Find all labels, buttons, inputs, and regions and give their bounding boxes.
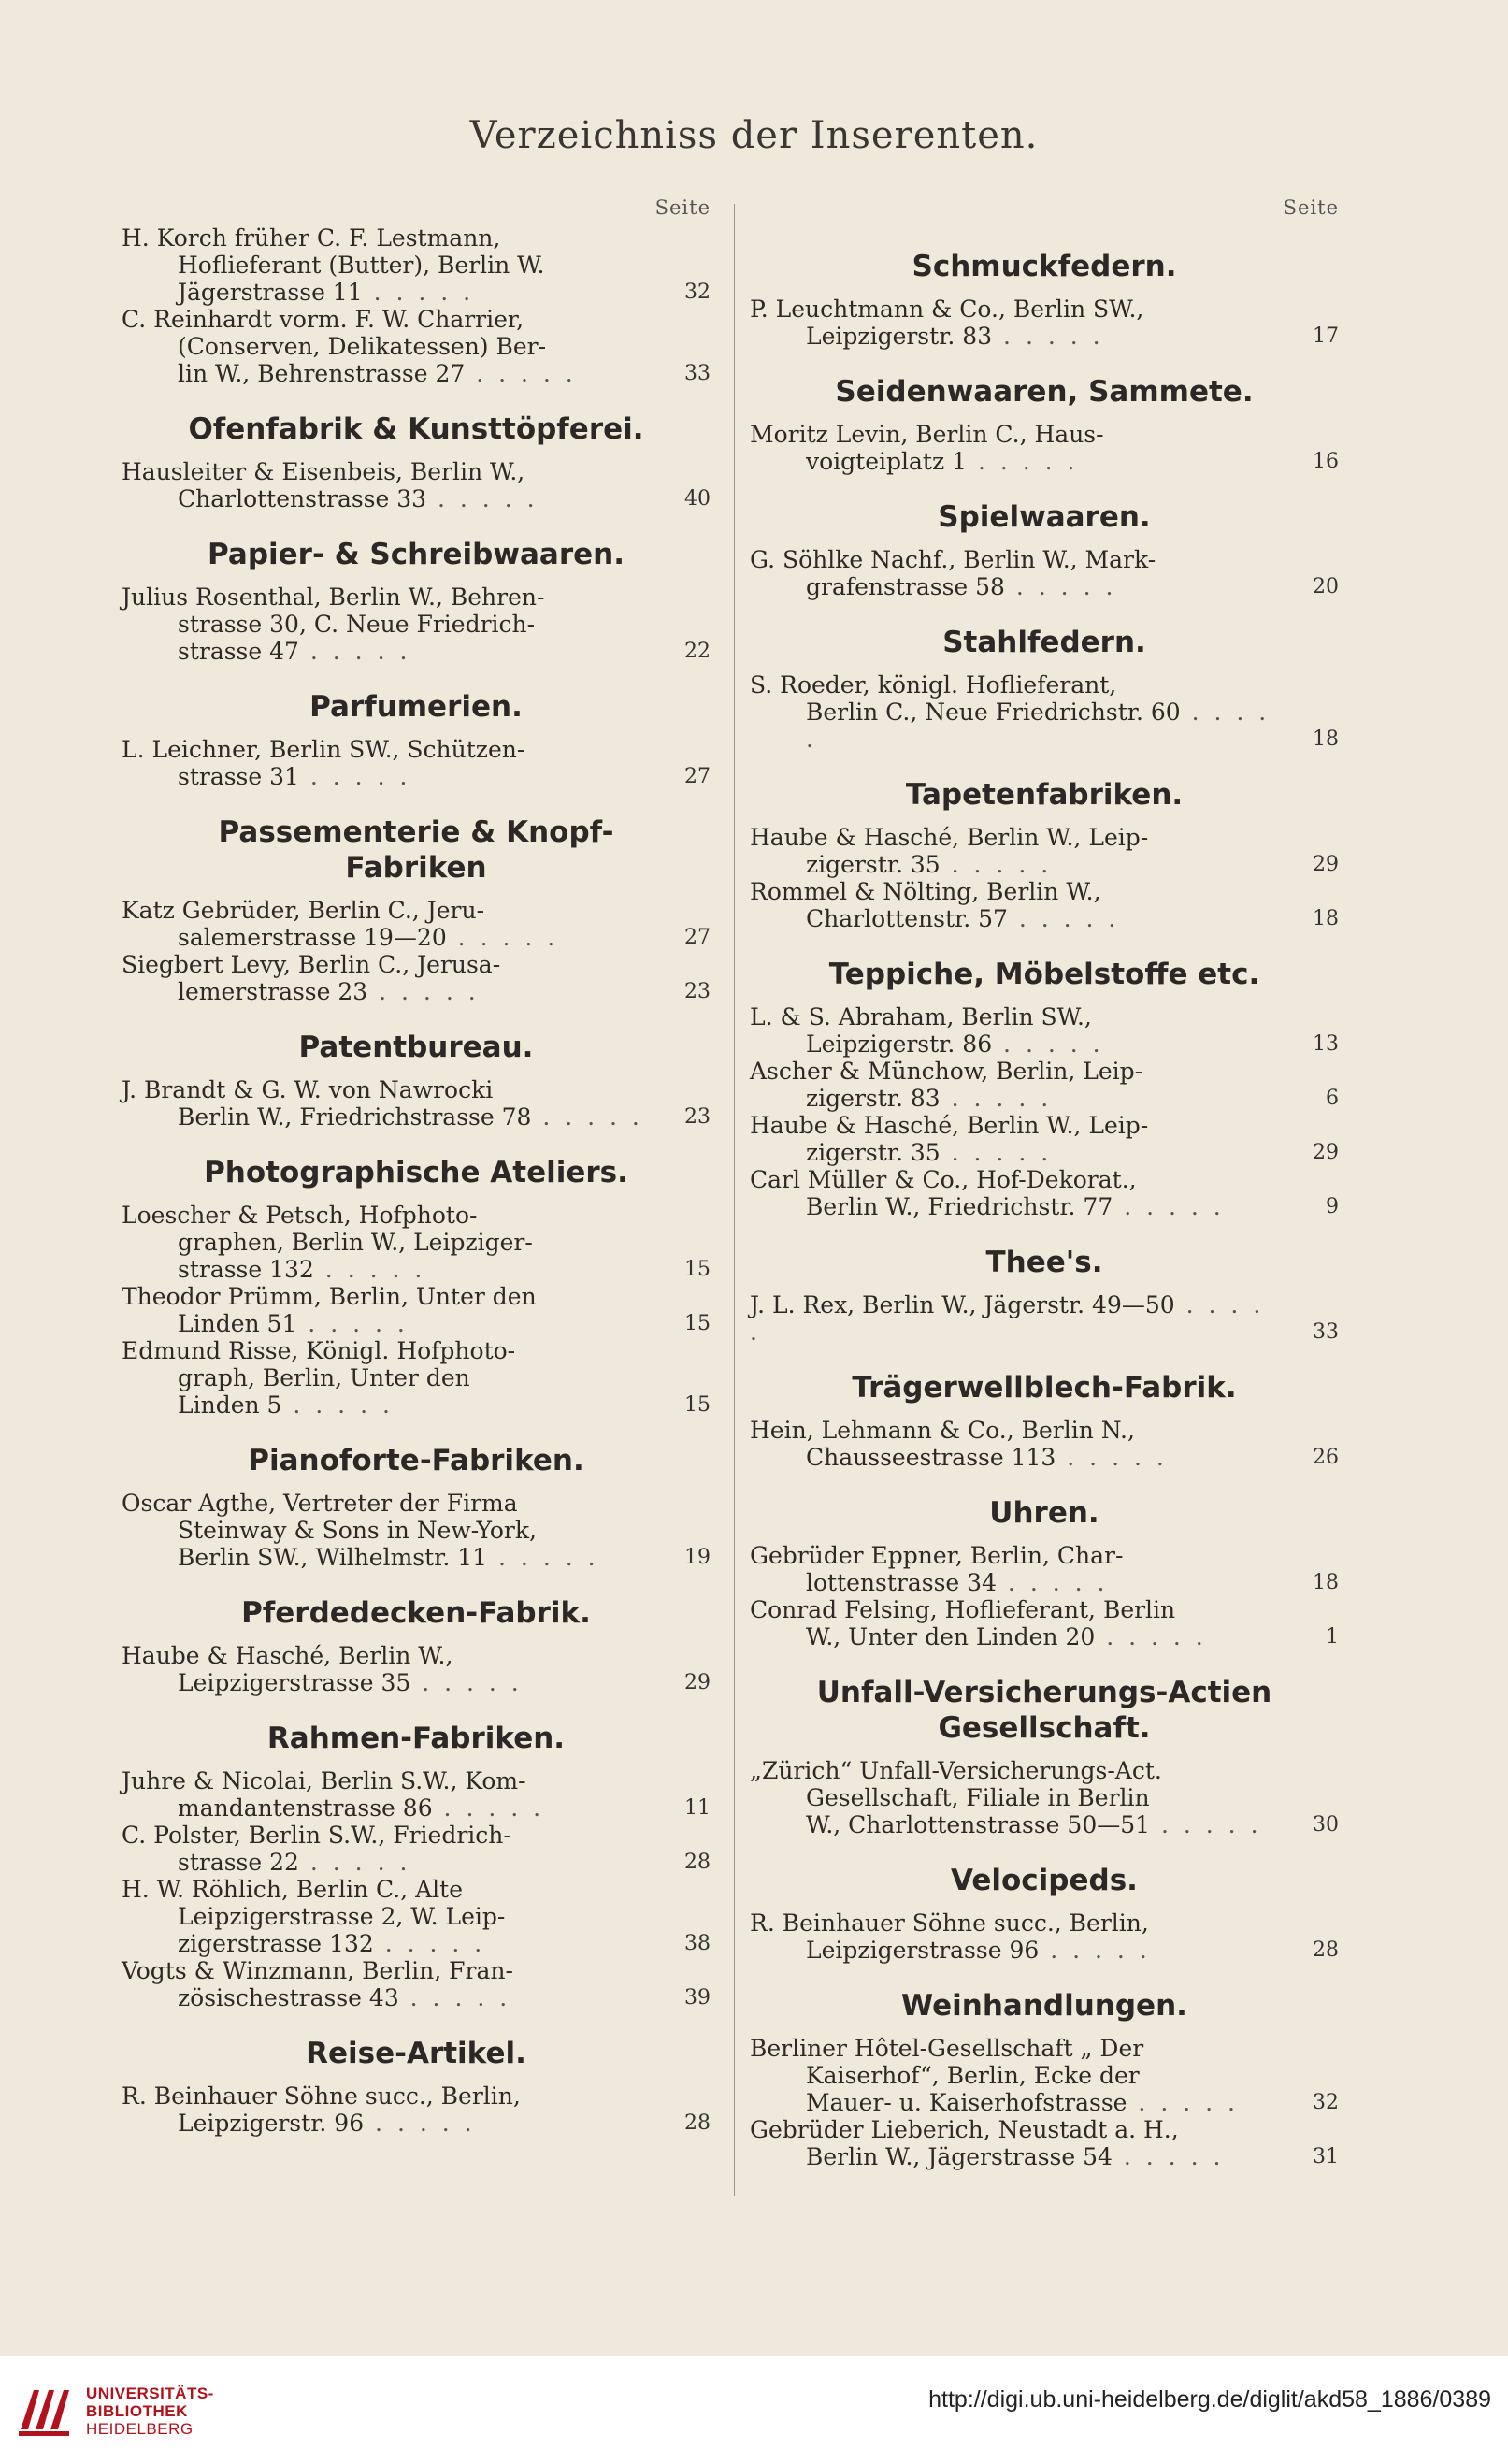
advertiser-entry xyxy=(122,951,711,1005)
section-heading: Pferdedecken-Fabrik. xyxy=(241,1596,591,1630)
advertiser-entry xyxy=(122,1337,711,1419)
entry-name-line: Conrad Felsing, Hoflieferant, Berlin xyxy=(750,1596,1176,1623)
entry-name-line: Hein, Lehmann & Co., Berlin N., xyxy=(750,1417,1135,1444)
entry-name-line: „Zürich“ Unfall-Versicherungs-Act. xyxy=(750,1757,1162,1784)
leader-dots: . . . . . xyxy=(806,699,1271,753)
library-logo-icon xyxy=(15,2383,73,2441)
leader-dots: . . . . . xyxy=(992,323,1104,350)
advertiser-entry xyxy=(750,878,1339,932)
advertiser-entry xyxy=(122,458,711,512)
page-number: 9 xyxy=(1326,1195,1339,1218)
entry-continuation-line: Gesellschaft, Filiale in Berlin xyxy=(806,1784,1150,1811)
leader-dots: . . . . . xyxy=(992,1030,1104,1058)
entry-continuation-line: Linden 5 . . . . . xyxy=(178,1391,394,1419)
entry-continuation-line: Mauer- u. Kaiserhofstrasse . . . . . xyxy=(806,2089,1239,2116)
leader-dots: . . . . . xyxy=(1127,2089,1239,2116)
entry-continuation-line: Hoflieferant (Butter), Berlin W. xyxy=(178,252,545,279)
entry-continuation-line: Leipzigerstrasse 35 . . . . . xyxy=(178,1669,523,1696)
page-number: 15 xyxy=(684,1258,711,1281)
entry-name-line: Gebrüder Lieberich, Neustadt a. H., xyxy=(750,2116,1179,2143)
entry-continuation-line: Leipzigerstrasse 2, W. Leip- xyxy=(178,1903,506,1930)
page-number: 28 xyxy=(684,2111,711,2135)
section-heading: Stahlfedern. xyxy=(942,626,1146,659)
right-list xyxy=(750,249,1339,2170)
page-number: 29 xyxy=(684,1671,711,1694)
page-number: 27 xyxy=(684,765,711,788)
advertiser-entry xyxy=(122,1490,711,1571)
advertiser-entry xyxy=(750,2035,1339,2116)
section-heading: Velocipeds. xyxy=(951,1864,1138,1897)
entry-continuation-line: zigerstr. 83 . . . . . xyxy=(806,1085,1053,1112)
leader-dots: . . . . . xyxy=(1113,1193,1225,1220)
entry-name-line: R. Beinhauer Söhne succ., Berlin, xyxy=(122,2082,521,2110)
section-heading: Schmuckfedern. xyxy=(912,250,1177,283)
entry-continuation-line: graph, Berlin, Unter den xyxy=(178,1364,470,1391)
logo-line-3: HEIDELBERG xyxy=(86,2420,194,2438)
left-list xyxy=(122,224,711,2137)
entry-continuation-line: salemerstrasse 19—20 . . . . . xyxy=(178,924,559,951)
leader-dots: . . . . . xyxy=(465,360,577,387)
entry-continuation-line: Steinway & Sons in New-York, xyxy=(178,1517,537,1544)
column-divider xyxy=(734,204,735,2196)
entry-continuation-line: strasse 47 . . . . . xyxy=(178,638,411,665)
entry-name-line: Haube & Hasché, Berlin W., xyxy=(122,1642,453,1669)
advertiser-entry xyxy=(750,421,1339,475)
section-heading: Tapetenfabriken. xyxy=(905,778,1184,812)
entry-name-line: S. Roeder, königl. Hoflieferant, xyxy=(750,671,1117,699)
page-number: 18 xyxy=(1313,1571,1339,1594)
advertiser-entry xyxy=(122,1076,711,1131)
advertiser-entry xyxy=(122,584,711,665)
page-number: 28 xyxy=(1313,1938,1339,1962)
entry-continuation-line: Berlin W., Jägerstrasse 54 . . . . . xyxy=(806,2143,1225,2170)
page-number: 16 xyxy=(1313,450,1339,473)
page-title: Verzeichniss der Inserenten. xyxy=(469,114,1039,157)
advertiser-entry xyxy=(122,224,711,306)
page-number: 29 xyxy=(1313,853,1339,876)
leader-dots: . . . . . xyxy=(426,485,539,512)
section-heading: Pianoforte-Fabriken. xyxy=(248,1444,584,1477)
entry-continuation-line: strasse 30, C. Neue Friedrich- xyxy=(178,611,536,638)
page-number: 32 xyxy=(684,281,711,304)
page-number: 33 xyxy=(1313,1320,1339,1344)
advertiser-entry xyxy=(750,1542,1339,1596)
leader-dots: . . . . . xyxy=(398,1984,511,2011)
page-number: 1 xyxy=(1326,1625,1339,1649)
leader-dots: . . . . . xyxy=(1150,1811,1262,1838)
library-logo-text xyxy=(86,2385,214,2438)
page-number: 26 xyxy=(1313,1446,1339,1469)
leader-dots: . . . . . xyxy=(298,763,411,790)
section-heading: Passementerie & Knopf- Fabriken xyxy=(218,815,614,885)
leader-dots: . . . . . xyxy=(750,1291,1265,1346)
logo-line-1: UNIVERSITÄTS- xyxy=(86,2385,214,2402)
advertiser-entry xyxy=(750,2116,1339,2170)
advertiser-entry xyxy=(750,1757,1339,1838)
leader-dots: . . . . . xyxy=(940,1139,1053,1166)
entry-continuation-line: zösischestrasse 43 . . . . . xyxy=(178,1984,511,2011)
entry-name-line: J. L. Rex, Berlin W., Jägerstr. 49—50 . . . . . xyxy=(750,1291,1265,1346)
right-column xyxy=(750,196,1339,2170)
leader-dots: . . . . . xyxy=(940,1085,1053,1112)
leader-dots: . . . . . xyxy=(410,1669,523,1696)
leader-dots: . . . . . xyxy=(1056,1444,1168,1471)
entry-continuation-line: lottenstrasse 34 . . . . . xyxy=(806,1569,1109,1596)
entry-continuation-line: Charlottenstrasse 33 . . . . . xyxy=(178,485,539,512)
entry-name-line: G. Söhlke Nachf., Berlin W., Mark- xyxy=(750,546,1156,573)
entry-continuation-line: (Conserven, Delikatessen) Ber- xyxy=(178,333,547,360)
advertiser-entry xyxy=(750,1166,1339,1220)
page-number: 39 xyxy=(684,1986,711,2010)
page-number: 38 xyxy=(684,1932,711,1955)
entry-continuation-line: Berlin W., Friedrichstrasse 78 . . . . . xyxy=(178,1103,643,1131)
entry-name-line: L. Leichner, Berlin SW., Schützen- xyxy=(122,736,525,763)
entry-name-line: J. Brandt & G. W. von Nawrocki xyxy=(122,1076,494,1103)
entry-continuation-line: Charlottenstr. 57 . . . . . xyxy=(806,905,1120,932)
section-heading: Thee's. xyxy=(985,1246,1103,1279)
entry-name-line: Julius Rosenthal, Berlin W., Behren- xyxy=(122,584,545,611)
advertiser-entry xyxy=(750,1291,1339,1346)
leader-dots: . . . . . xyxy=(364,2110,476,2137)
entry-continuation-line: zigerstr. 35 . . . . . xyxy=(806,851,1053,878)
page-number: 20 xyxy=(1313,575,1339,598)
section-heading: Uhren. xyxy=(989,1496,1099,1530)
entry-name-line: Theodor Prümm, Berlin, Unter den xyxy=(122,1283,537,1310)
footer-bar xyxy=(0,2356,1508,2464)
leader-dots: . . . . . xyxy=(313,1256,426,1283)
page-number: 33 xyxy=(684,362,711,385)
entry-continuation-line: Berlin C., Neue Friedrichstr. 60 . . . . . xyxy=(806,699,1271,753)
section-heading: Weinhandlungen. xyxy=(901,1989,1187,2023)
page-number: 28 xyxy=(684,1851,711,1874)
advertiser-entry xyxy=(122,897,711,951)
entry-continuation-line: graphen, Berlin W., Leipziger- xyxy=(178,1229,533,1256)
entry-continuation-line: Leipzigerstrasse 96 . . . . . xyxy=(806,1937,1151,1964)
entry-continuation-line: strasse 22 . . . . . xyxy=(178,1849,411,1876)
advertiser-entry xyxy=(750,1112,1339,1166)
section-heading: Reise-Artikel. xyxy=(306,2037,526,2070)
page-number: 27 xyxy=(684,926,711,949)
page-number: 22 xyxy=(684,640,711,663)
advertiser-entry xyxy=(122,736,711,790)
entry-name-line: Berliner Hôtel-Gesellschaft „ Der xyxy=(750,2035,1144,2062)
page-number: 23 xyxy=(684,1105,711,1129)
seite-header-right: Seite xyxy=(1283,196,1339,219)
entry-continuation-line: zigerstrasse 132 . . . . . xyxy=(178,1930,486,1957)
advertiser-entry xyxy=(122,1283,711,1337)
entry-continuation-line: Jägerstrasse 11 . . . . . xyxy=(178,279,475,306)
leader-dots: . . . . . xyxy=(1095,1623,1207,1650)
leader-dots: . . . . . xyxy=(281,1391,394,1419)
entry-name-line: Juhre & Nicolai, Berlin S.W., Kom- xyxy=(122,1767,526,1794)
entry-name-line: R. Beinhauer Söhne succ., Berlin, xyxy=(750,1909,1149,1937)
entry-name-line: Loescher & Petsch, Hofphoto- xyxy=(122,1202,478,1229)
left-column xyxy=(122,196,711,2137)
entry-name-line: L. & S. Abraham, Berlin SW., xyxy=(750,1003,1092,1030)
advertiser-entry xyxy=(122,1822,711,1876)
page-number: 18 xyxy=(1313,907,1339,930)
section-heading: Patentbureau. xyxy=(298,1030,534,1064)
leader-dots: . . . . . xyxy=(446,924,559,951)
page-number: 6 xyxy=(1326,1087,1339,1110)
page-number: 32 xyxy=(1313,2091,1339,2114)
entry-continuation-line: strasse 31 . . . . . xyxy=(178,763,411,790)
source-url-link[interactable]: http://digi.ub.uni-heidelberg.de/diglit/akd58_1886/0389 xyxy=(928,2386,1491,2413)
section-heading: Rahmen-Fabriken. xyxy=(266,1722,566,1755)
advertiser-entry xyxy=(750,1003,1339,1058)
page-number: 11 xyxy=(684,1796,711,1820)
section-heading: Trägerwellblech-Fabrik. xyxy=(852,1371,1237,1405)
entry-continuation-line: Leipzigerstr. 83 . . . . . xyxy=(806,323,1104,350)
advertiser-entry xyxy=(122,2082,711,2137)
advertiser-entry xyxy=(750,1417,1339,1471)
advertiser-entry xyxy=(750,295,1339,350)
entry-name-line: Hausleiter & Eisenbeis, Berlin W., xyxy=(122,458,525,485)
leader-dots: . . . . . xyxy=(996,1569,1109,1596)
leader-dots: . . . . . xyxy=(1112,2143,1225,2170)
entry-name-line: Carl Müller & Co., Hof-Dekorat., xyxy=(750,1166,1137,1193)
leader-dots: . . . . . xyxy=(1007,905,1120,932)
section-heading: Photographische Ateliers. xyxy=(204,1156,628,1189)
advertiser-entry xyxy=(750,1909,1339,1964)
entry-name-line: Moritz Levin, Berlin C., Haus- xyxy=(750,421,1104,448)
leader-dots: . . . . . xyxy=(531,1103,643,1131)
entry-continuation-line: mandantenstrasse 86 . . . . . xyxy=(178,1794,545,1822)
advertiser-entry xyxy=(122,1876,711,1957)
section-heading: Parfumerien. xyxy=(309,690,523,724)
leader-dots: . . . . . xyxy=(432,1794,545,1822)
advertiser-entry xyxy=(122,1642,711,1696)
page-number: 15 xyxy=(684,1312,711,1335)
advertiser-entry xyxy=(122,1202,711,1283)
advertiser-entry xyxy=(750,1058,1339,1112)
page-number: 15 xyxy=(684,1393,711,1417)
entry-continuation-line: W., Unter den Linden 20 . . . . . xyxy=(806,1623,1207,1650)
leader-dots: . . . . . xyxy=(940,851,1053,878)
entry-continuation-line: grafenstrasse 58 . . . . . xyxy=(806,573,1117,600)
entry-continuation-line: Leipzigerstr. 86 . . . . . xyxy=(806,1030,1104,1058)
entry-continuation-line: Kaiserhof“, Berlin, Ecke der xyxy=(806,2062,1140,2089)
entry-name-line: Rommel & Nölting, Berlin W., xyxy=(750,878,1101,905)
advertiser-entry xyxy=(750,546,1339,600)
section-heading: Papier- & Schreibwaaren. xyxy=(208,538,625,571)
section-heading: Unfall-Versicherungs-Actien Gesellschaft. xyxy=(816,1676,1272,1745)
advertiser-entry xyxy=(750,671,1339,753)
entry-continuation-line: W., Charlottenstrasse 50—51 . . . . . xyxy=(806,1811,1262,1838)
entry-name-line: Katz Gebrüder, Berlin C., Jeru- xyxy=(122,897,485,924)
entry-name-line: H. Korch früher C. F. Lestmann, xyxy=(122,224,501,252)
leader-dots: . . . . . xyxy=(1004,573,1117,600)
entry-continuation-line: Linden 51 . . . . . xyxy=(178,1310,409,1337)
advertiser-entry xyxy=(122,1767,711,1822)
advertiser-entry xyxy=(122,1957,711,2011)
page-number: 30 xyxy=(1313,1813,1339,1837)
leader-dots: . . . . . xyxy=(367,978,480,1005)
page-number: 18 xyxy=(1313,728,1339,751)
leader-dots: . . . . . xyxy=(298,638,411,665)
entry-name-line: Vogts & Winzmann, Berlin, Fran- xyxy=(122,1957,513,1984)
entry-continuation-line: lin W., Behrenstrasse 27 . . . . . xyxy=(178,360,577,387)
leader-dots: . . . . . xyxy=(967,448,1079,475)
entry-continuation-line: zigerstr. 35 . . . . . xyxy=(806,1139,1053,1166)
page-number: 29 xyxy=(1313,1141,1339,1164)
leader-dots: . . . . . xyxy=(487,1544,599,1571)
entry-continuation-line: voigteiplatz 1 . . . . . xyxy=(806,448,1079,475)
advertiser-entry xyxy=(750,824,1339,878)
entry-name-line: P. Leuchtmann & Co., Berlin SW., xyxy=(750,295,1144,323)
page-number: 40 xyxy=(684,487,711,511)
leader-dots: . . . . . xyxy=(1039,1937,1151,1964)
entry-continuation-line: Berlin W., Friedrichstr. 77 . . . . . xyxy=(806,1193,1225,1220)
entry-name-line: H. W. Röhlich, Berlin C., Alte xyxy=(122,1876,464,1903)
section-heading: Teppiche, Möbelstoffe etc. xyxy=(828,958,1260,991)
advertiser-entry xyxy=(750,1596,1339,1650)
entry-name-line: C. Reinhardt vorm. F. W. Charrier, xyxy=(122,306,524,333)
page-number: 13 xyxy=(1313,1032,1339,1056)
entry-continuation-line: lemerstrasse 23 . . . . . xyxy=(178,978,480,1005)
seite-header-left: Seite xyxy=(654,196,711,219)
page-number: 31 xyxy=(1313,2145,1339,2169)
entry-name-line: C. Polster, Berlin S.W., Friedrich- xyxy=(122,1822,511,1849)
page-number: 23 xyxy=(684,980,711,1003)
entry-name-line: Haube & Hasché, Berlin W., Leip- xyxy=(750,1112,1149,1139)
leader-dots: . . . . . xyxy=(296,1310,409,1337)
entry-name-line: Haube & Hasché, Berlin W., Leip- xyxy=(750,824,1149,851)
logo-line-2: BIBLIOTHEK xyxy=(86,2402,188,2420)
entry-name-line: Ascher & Münchow, Berlin, Leip- xyxy=(750,1058,1143,1085)
entry-continuation-line: strasse 132 . . . . . xyxy=(178,1256,426,1283)
entry-continuation-line: Leipzigerstr. 96 . . . . . xyxy=(178,2110,476,2137)
leader-dots: . . . . . xyxy=(298,1849,411,1876)
entry-name-line: Edmund Risse, Königl. Hofphoto- xyxy=(122,1337,516,1364)
entry-continuation-line: Berlin SW., Wilhelmstr. 11 . . . . . xyxy=(178,1544,599,1571)
advertiser-entry xyxy=(122,306,711,387)
section-heading: Ofenfabrik & Kunsttöpferei. xyxy=(188,412,644,446)
page-number: 17 xyxy=(1313,324,1339,348)
section-heading: Seidenwaaren, Sammete. xyxy=(835,375,1254,409)
leader-dots: . . . . . xyxy=(362,279,475,306)
leader-dots: . . . . . xyxy=(373,1930,486,1957)
page-number: 19 xyxy=(684,1546,711,1569)
entry-name-line: Oscar Agthe, Vertreter der Firma xyxy=(122,1490,518,1517)
entry-name-line: Siegbert Levy, Berlin C., Jerusa- xyxy=(122,951,501,978)
section-heading: Spielwaaren. xyxy=(938,500,1151,534)
entry-name-line: Gebrüder Eppner, Berlin, Char- xyxy=(750,1542,1124,1569)
entry-continuation-line: Chausseestrasse 113 . . . . . xyxy=(806,1444,1168,1471)
